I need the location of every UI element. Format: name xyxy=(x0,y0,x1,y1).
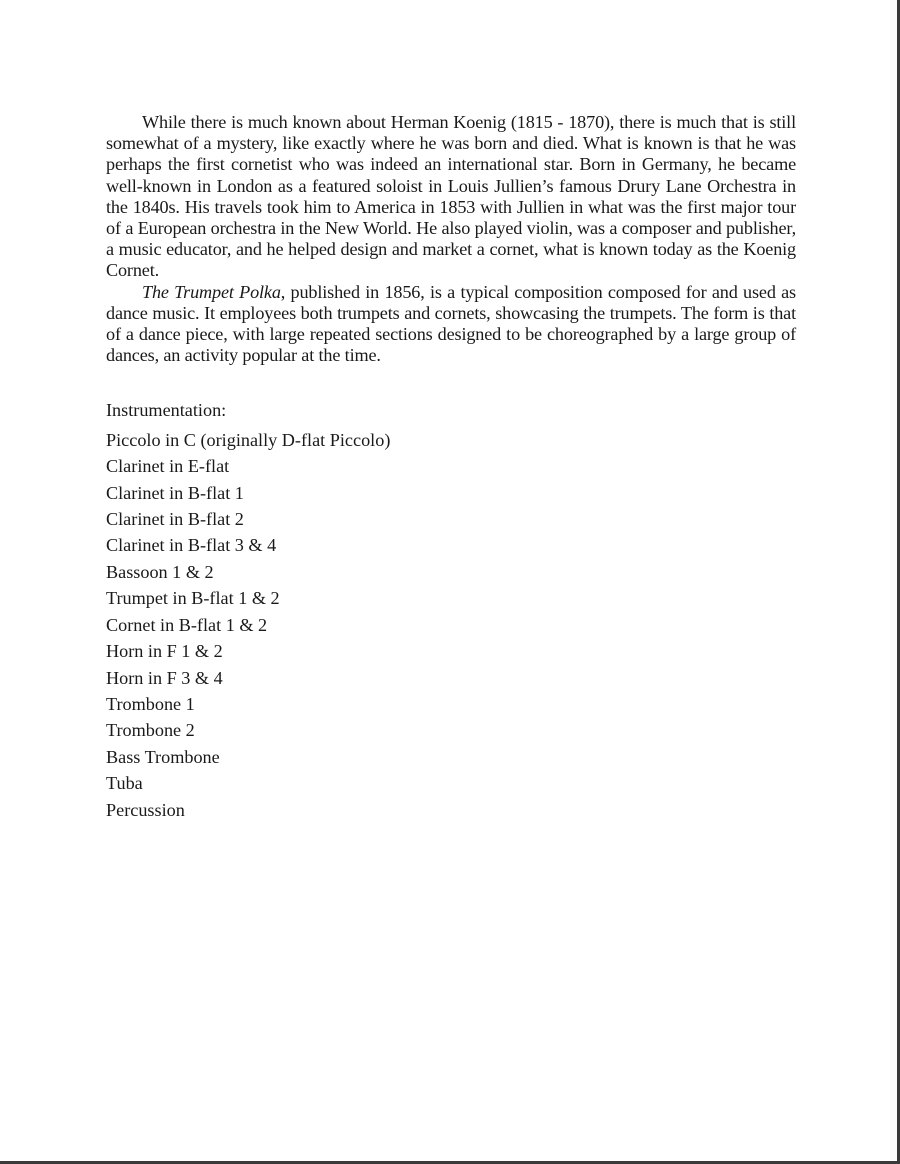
intro-paragraph-1: While there is much known about Herman Koenig (1815 - 1870), there is much that is still somewhat of a mystery, like exactly where he was born and died. What is known is that he was perhaps the first cornetist who was indeed an international star. Born in Germany, he became well-known in London as a featured soloist in Louis Jullien’s famous Drury Lane Orchestra in the 1840s. His travels took him to America in 1853 with Jullien in what was the first major tour of a European orchestra in the New World. He also played violin, was a composer and publisher, a music educator, and he helped design and market a cornet, what is known today as the Koenig Cornet. xyxy=(106,112,796,281)
list-item: Trumpet in B-flat 1 & 2 xyxy=(106,588,280,609)
intro-paragraph-2 xyxy=(106,282,796,367)
list-item: Clarinet in B-flat 2 xyxy=(106,509,244,530)
list-item: Bass Trombone xyxy=(106,746,220,767)
instrumentation-heading: Instrumentation: xyxy=(106,400,227,421)
list-item: Horn in F 3 & 4 xyxy=(106,667,223,688)
list-item: Trombone 1 xyxy=(106,693,195,714)
list-item: Clarinet in B-flat 3 & 4 xyxy=(106,535,277,556)
page-content xyxy=(106,112,796,823)
composition-title: The Trumpet Polka xyxy=(142,281,281,302)
list-item: Horn in F 1 & 2 xyxy=(106,641,223,662)
list-item: Piccolo in C (originally D-flat Piccolo) xyxy=(106,429,391,450)
list-item: Clarinet in B-flat 1 xyxy=(106,482,244,503)
list-item: Trombone 2 xyxy=(106,720,195,741)
list-item: Percussion xyxy=(106,799,185,820)
list-item: Bassoon 1 & 2 xyxy=(106,561,214,582)
instrument-list xyxy=(106,427,796,823)
list-item: Clarinet in E-flat xyxy=(106,456,230,477)
list-item: Cornet in B-flat 1 & 2 xyxy=(106,614,268,635)
intro-paragraph-2-text: , published in 1856, is a typical composition composed for and used as dance music. It employees both trumpets and cornets, showcasing the trumpets. The form is that of a dance piece, with large repeated sections designed to be choreographed by a large group of dances, an activity popular at the time. xyxy=(106,281,796,366)
list-item: Tuba xyxy=(106,773,143,794)
